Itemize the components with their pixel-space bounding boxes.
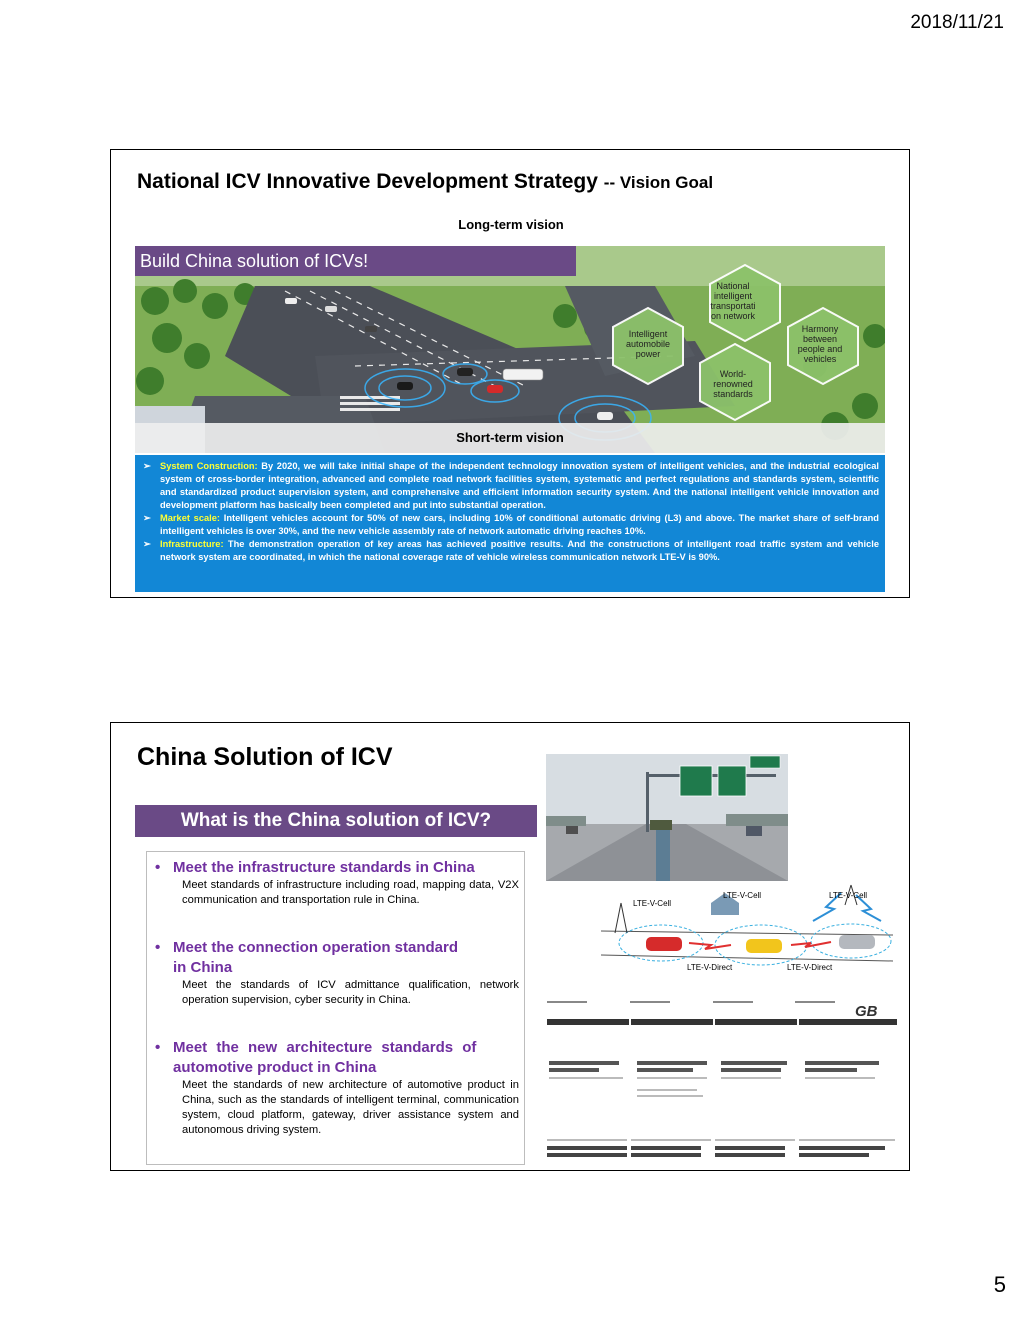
print-date: 2018/11/21 (910, 12, 1004, 33)
item-infrastructure-heading: • Meet the infrastructure standards in China (155, 859, 475, 876)
arrow-bullet-icon: ➢ (143, 539, 151, 549)
slide-vision-goal (110, 149, 910, 598)
lte-direct-label-right: LTE-V-Direct (787, 963, 833, 972)
arrow-bullet-icon: ➢ (143, 461, 151, 471)
bullet-dot-icon: • (155, 939, 161, 956)
bullet-dot-icon: • (155, 1039, 161, 1056)
bullet-dot-icon: • (155, 859, 161, 876)
goal-label: System Construction: (160, 461, 258, 471)
goal-text: The demonstration operation of key areas has achieved positive results. And the constructions of intelligent road traffic system and vehicle network system are coordinated, in which the national coverage rate of vehicle wireless communication network LTE-V is 90%. (160, 539, 879, 562)
arrow-bullet-icon: ➢ (143, 513, 151, 523)
goal-text: By 2020, we will take initial shape of the independent technology innovation system of intelligent vehicles, and the industrial ecological system of cross-border integration, advanced and complete road network facilities system, systematic and perfect regulations and standards system, scientific and standardized product supervision system, and comprehensive and efficient information security system. And the national intelligent vehicle innovation and development platform has basically been completed and put into substantial operation. (160, 461, 879, 510)
goal-label: Infrastructure: (160, 539, 224, 549)
goal-system-construction (143, 460, 879, 512)
short-term-vision-label: Short-term vision (135, 423, 885, 453)
national-standards-documents (545, 993, 900, 1167)
goal-infrastructure (143, 538, 879, 564)
page-number: 5 (993, 1272, 1006, 1297)
gb-logo: GB (855, 1003, 878, 1020)
goal-market-scale (143, 512, 879, 538)
slide-china-solution (110, 722, 910, 1171)
item-connection-body: Meet the standards of ICV admittance qualification, network operation supervision, cyber security in China. (182, 979, 519, 1006)
slide1-title-main: National ICV Innovative Development Strategy (137, 170, 598, 193)
slide1-title-sub: -- Vision Goal (603, 173, 714, 192)
slide1-title (137, 170, 713, 194)
hex-label-standards: World-renowned standards (713, 369, 753, 399)
short-term-goals-box (135, 455, 885, 592)
what-is-banner: What is the China solution of ICV? (135, 805, 537, 837)
item-architecture-heading: • Meet the new architecture standards of automotive product in China (155, 1039, 477, 1076)
item-architecture-body: Meet the standards of new architecture of automotive product in China, such as the standards of intelligent terminal, communication system, cloud platform, gateway, driver assistance system and autonomous driving system. (182, 1079, 519, 1136)
slide2-title: China Solution of ICV (137, 743, 393, 771)
lte-cell-label-left: LTE-V-Cell (633, 899, 672, 908)
lte-direct-label-left: LTE-V-Direct (687, 963, 733, 972)
goal-text: Intelligent vehicles account for 50% of new cars, including 10% of conditional automatic driving (L3) and above. The market share of self-brand intelligent vehicles is over 30%, and the new vehicle assembly rate of network automatic driving reaches 10%. (160, 513, 879, 536)
long-term-vision-label: Long-term vision (458, 217, 564, 232)
lte-cell-label-mid: LTE-V-Cell (723, 891, 762, 900)
hex-label-network: National intelligent transportati on network (710, 281, 756, 321)
hex-label-automobile: Intelligent automobile power (625, 329, 671, 359)
hex-label-harmony: Harmony between people and vehicles (797, 324, 843, 364)
intersection-illustration (135, 246, 885, 453)
highway-photo (546, 754, 788, 881)
solution-list (146, 851, 525, 1165)
build-china-banner: Build China solution of ICVs! (135, 246, 576, 276)
item-infrastructure-body: Meet standards of infrastructure including road, mapping data, V2X communication and transportation rule in China. (182, 879, 519, 906)
item-connection-heading: • Meet the connection operation standard in China (155, 939, 459, 976)
lte-cell-label-right: LTE-V-Cell (829, 891, 868, 900)
goal-label: Market scale: (160, 513, 221, 523)
